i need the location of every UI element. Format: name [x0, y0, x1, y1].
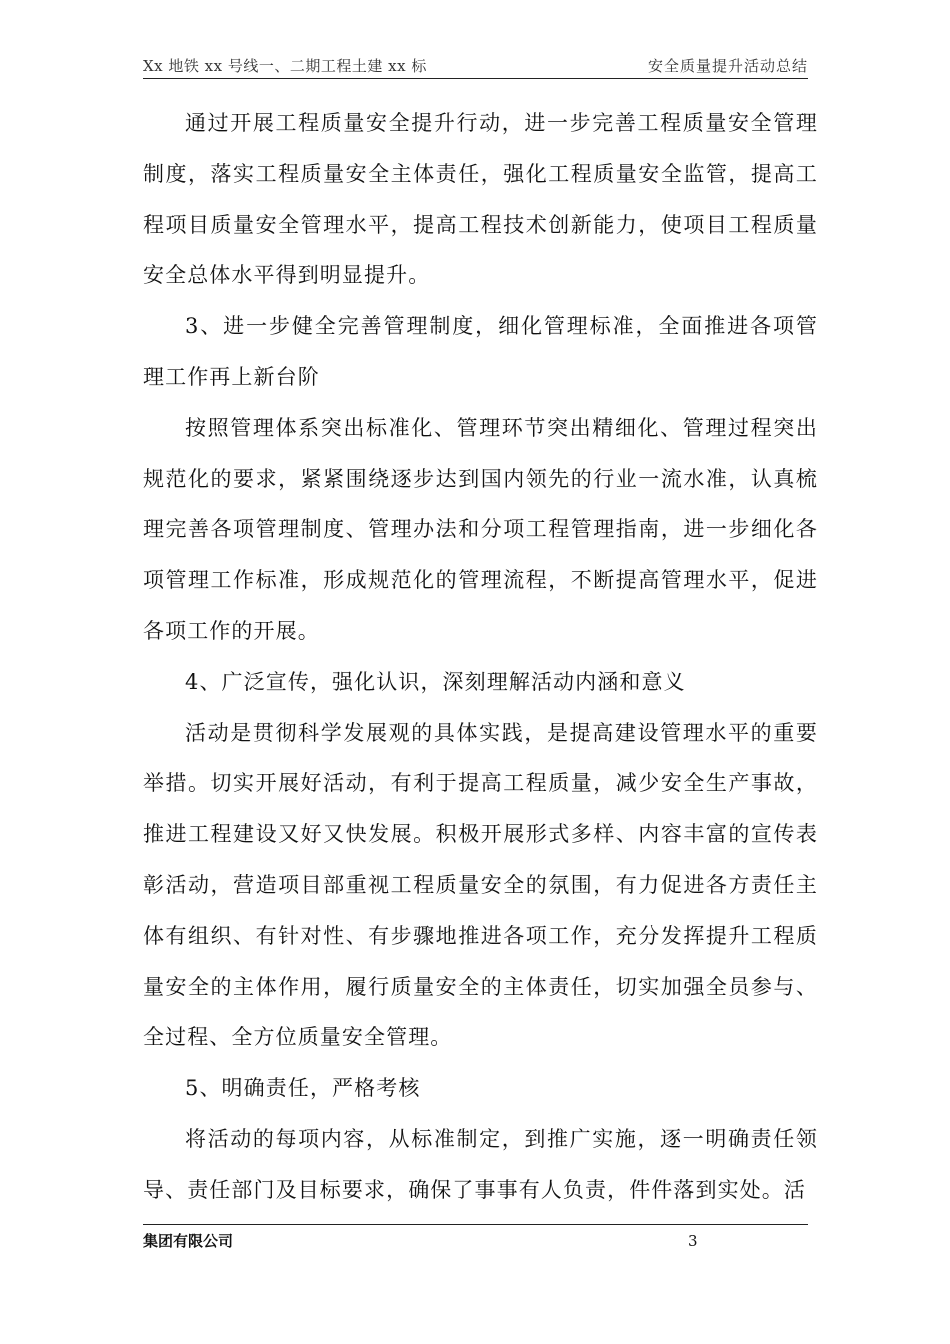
body-paragraph: 将活动的每项内容，从标准制定，到推广实施，逐一明确责任领导、责任部门及目标要求，确保了事事有人负责，件件落到实处。活	[143, 1126, 818, 1202]
section-heading: 5、明确责任，严格考核	[185, 1076, 421, 1101]
page-header	[143, 52, 808, 79]
section-heading: 3、进一步健全完善管理制度，细化管理标准，全面推进各项管理工作再上新台阶	[143, 314, 818, 389]
header-project-title: Xx 地铁 xx 号线一、二期工程土建 xx 标	[143, 57, 427, 75]
document-body	[143, 98, 818, 1216]
section-heading: 4、广泛宣传，强化认识，深刻理解活动内涵和意义	[185, 669, 686, 694]
footer-company: 集团有限公司	[143, 1232, 234, 1250]
header-document-title: 安全质量提升活动总结	[647, 57, 808, 75]
body-paragraph: 活动是贯彻科学发展观的具体实践，是提高建设管理水平的重要举措。切实开展好活动，有利于提高工程质量，减少安全生产事故，推进工程建设又好又快发展。积极开展形式多样、内容丰富的宣传表彰活动，营造项目部重视工程质量安全的氛围，有力促进各方责任主体有组织、有针对性、有步骤地推进各项工作，充分发挥提升工程质量安全的主体作用，履行质量安全的主体责任，切实加强全员参与、全过程、全方位质量安全管理。	[143, 720, 818, 1050]
page-number: 3	[688, 1232, 698, 1250]
body-paragraph: 按照管理体系突出标准化、管理环节突出精细化、管理过程突出规范化的要求，紧紧围绕逐步达到国内领先的行业一流水准，认真梳理完善各项管理制度、管理办法和分项工程管理指南，进一步细化各项管理工作标准，形成规范化的管理流程，不断提高管理水平，促进各项工作的开展。	[143, 415, 818, 643]
page-footer	[143, 1224, 808, 1251]
body-paragraph: 通过开展工程质量安全提升行动，进一步完善工程质量安全管理制度，落实工程质量安全主体责任，强化工程质量安全监管，提高工程项目质量安全管理水平，提高工程技术创新能力，使项目工程质量安全总体水平得到明显提升。	[143, 111, 818, 288]
